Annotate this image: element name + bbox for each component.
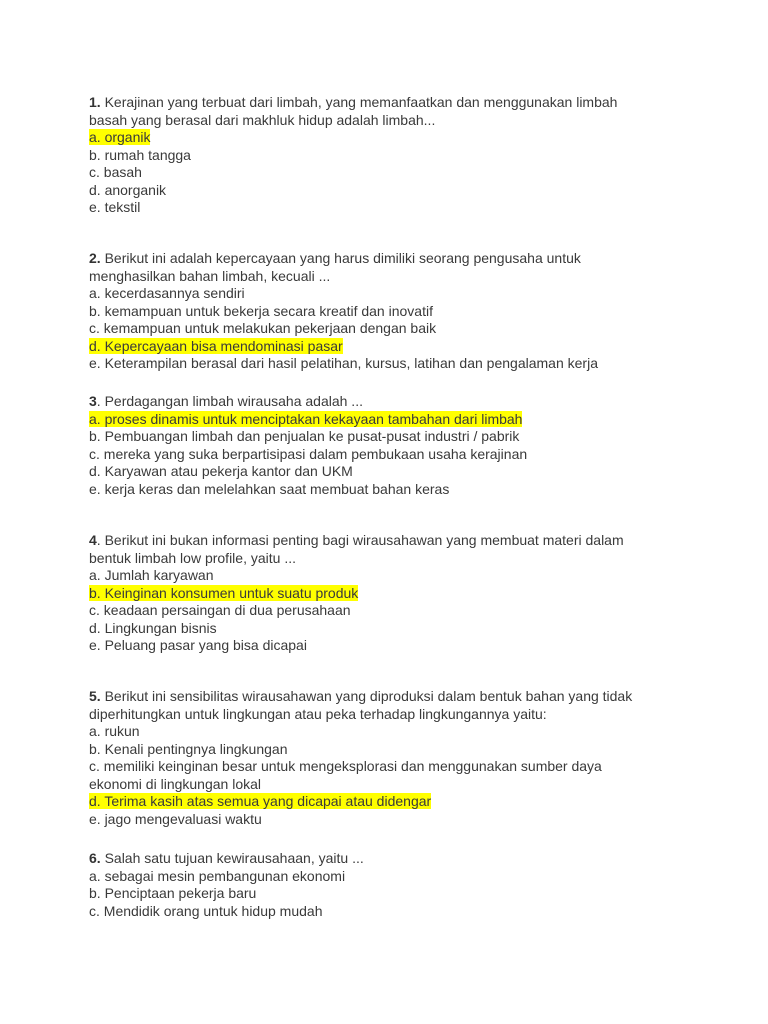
question-stem-line: bentuk limbah low profile, yaitu ... <box>89 549 296 566</box>
question-stem-text: Salah satu tujuan kewirausahaan, yaitu ... <box>100 850 364 866</box>
option-a: a. Jumlah karyawan <box>89 567 214 583</box>
option-c: c. memiliki keinginan besar untuk mengeksplorasi dan menggunakan sumber daya ekonomi di lingkungan lokal <box>89 758 602 792</box>
option-a <box>89 129 689 147</box>
option-d <box>89 338 689 356</box>
option-c: c. Mendidik orang untuk hidup mudah <box>89 902 323 919</box>
question-number: 3 <box>89 393 97 409</box>
question-number: 2. <box>89 250 101 266</box>
option-c: c. basah <box>89 164 142 180</box>
option-d: d. anorganik <box>89 181 167 198</box>
option-d: d. Karyawan atau pekerja kantor dan UKM <box>89 463 353 479</box>
answer-highlight: a. proses dinamis untuk menciptakan kekayaan tambahan dari limbah <box>89 410 523 427</box>
question-stem-text: . Berikut ini bukan informasi penting bagi wirausahawan yang membuat materi dalam <box>96 532 624 548</box>
question-stem-line <box>89 850 689 868</box>
question-number: 6. <box>89 850 101 866</box>
question-stem-line <box>89 393 689 411</box>
option-d <box>89 793 689 811</box>
question-stem-text: Kerajinan yang terbuat dari limbah, yang memanfaatkan dan menggunakan limbah <box>100 94 618 110</box>
question-number: 1. <box>89 94 101 110</box>
question-5 <box>89 688 689 828</box>
question-4 <box>89 532 689 655</box>
question-stem-line <box>89 250 689 268</box>
option-e: e. jago mengevaluasi waktu <box>89 810 262 827</box>
option-e: e. kerja keras dan melelahkan saat membuat bahan keras <box>89 480 450 497</box>
answer-highlight: b. Keinginan konsumen untuk suatu produk <box>89 584 359 601</box>
question-6 <box>89 850 689 920</box>
question-stem-line: diperhitungkan untuk lingkungan atau peka terhadap lingkungannya yaitu: <box>89 705 547 722</box>
option-b <box>89 585 689 603</box>
question-1 <box>89 94 689 217</box>
option-a <box>89 411 689 429</box>
answer-highlight: a. organik <box>89 129 151 145</box>
question-stem-text: Berikut ini adalah kepercayaan yang harus dimiliki seorang pengusaha untuk <box>100 250 581 266</box>
question-stem-line <box>89 94 689 112</box>
option-c: c. keadaan persaingan di dua perusahaan <box>89 602 351 618</box>
option-b: b. kemampuan untuk bekerja secara kreatif dan inovatif <box>89 302 433 319</box>
option-b: b. Pembuangan limbah dan penjualan ke pusat-pusat industri / pabrik <box>89 428 520 444</box>
option-a: a. sebagai mesin pembangunan ekonomi <box>89 867 346 884</box>
question-number: 5. <box>89 688 101 704</box>
option-d: d. Lingkungan bisnis <box>89 619 217 636</box>
question-stem-text: Berikut ini sensibilitas wirausahawan yang diproduksi dalam bentuk bahan yang tidak <box>100 688 633 704</box>
option-e: e. Peluang pasar yang bisa dicapai <box>89 637 307 653</box>
option-a: a. rukun <box>89 723 140 739</box>
question-stem-line <box>89 688 689 706</box>
option-c: c. kemampuan untuk melakukan pekerjaan dengan baik <box>89 320 437 336</box>
question-stem-line <box>89 532 689 550</box>
question-3 <box>89 393 689 498</box>
question-stem-line: menghasilkan bahan limbah, kecuali ... <box>89 267 331 284</box>
question-number: 4 <box>89 532 97 548</box>
question-stem-line: basah yang berasal dari makhluk hidup adalah limbah... <box>89 111 436 128</box>
question-stem-text: . Perdagangan limbah wirausaha adalah ... <box>96 393 363 409</box>
option-b: b. Penciptaan pekerja baru <box>89 885 257 901</box>
option-b: b. rumah tangga <box>89 146 191 163</box>
question-2 <box>89 250 689 373</box>
option-e: e. Keterampilan berasal dari hasil pelatihan, kursus, latihan dan pengalaman kerja <box>89 355 598 371</box>
answer-highlight: d. Kepercayaan bisa mendominasi pasar <box>89 337 343 354</box>
option-a: a. kecerdasannya sendiri <box>89 285 245 301</box>
option-c: c. mereka yang suka berpartisipasi dalam pembukaan usaha kerajinan <box>89 445 528 462</box>
answer-highlight: d. Terima kasih atas semua yang dicapai atau didengar <box>89 793 432 809</box>
option-b: b. Kenali pentingnya lingkungan <box>89 740 288 757</box>
option-e: e. tekstil <box>89 199 141 215</box>
